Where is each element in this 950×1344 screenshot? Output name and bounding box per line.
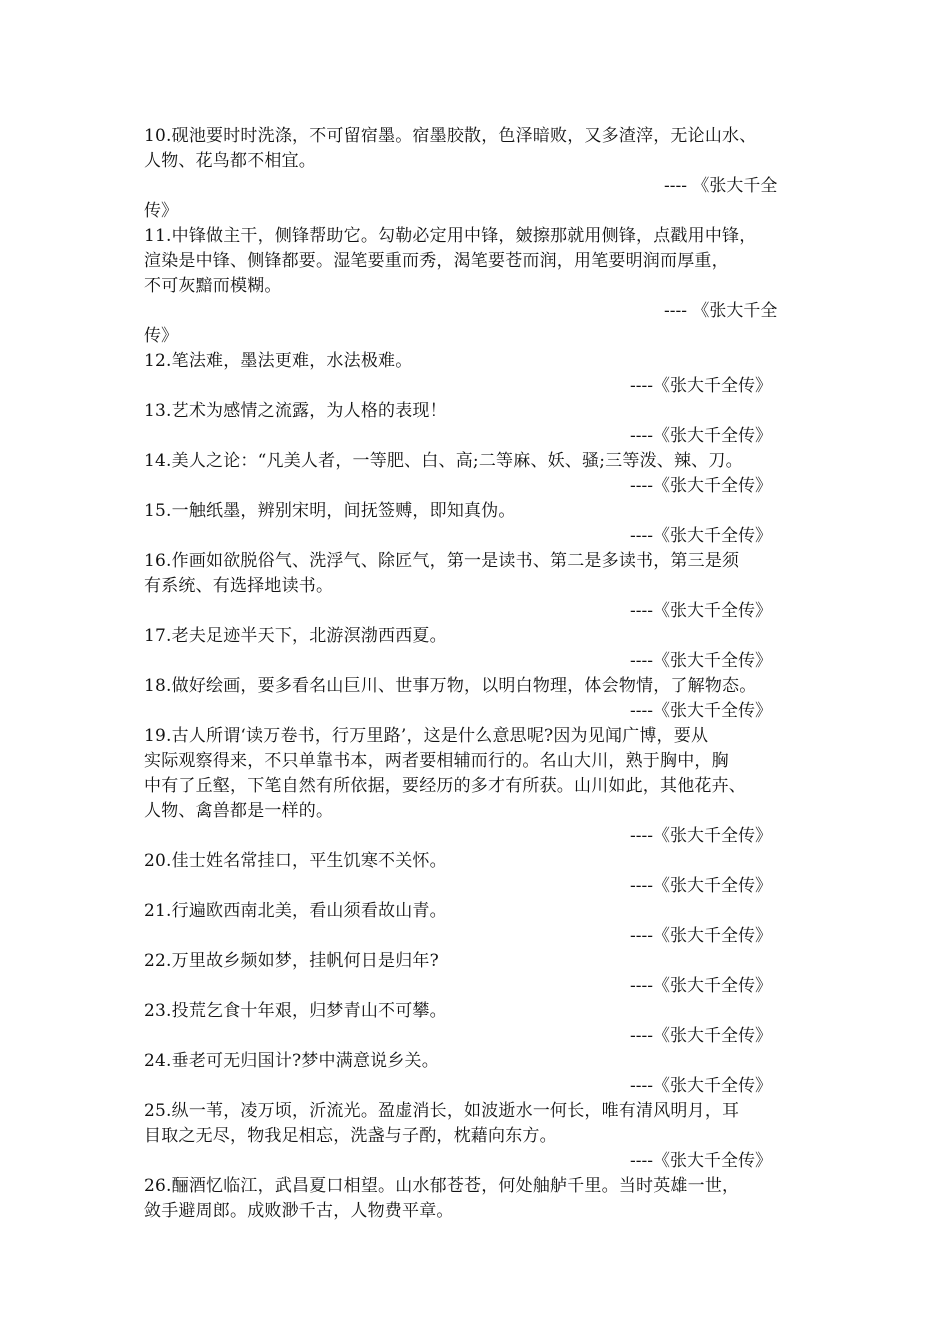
quote-entry-20 bbox=[144, 849, 824, 899]
quote-text: 22.万里故乡频如梦，挂帆何日是归年? bbox=[144, 951, 439, 971]
quote-source: ----《张大千全传》 bbox=[630, 876, 772, 896]
document-page bbox=[144, 124, 824, 1224]
quote-entry-23 bbox=[144, 999, 824, 1049]
quote-entry-19 bbox=[144, 724, 824, 849]
quote-text: 24.垂老可无归国计?梦中满意说乡关。 bbox=[144, 1051, 439, 1071]
quote-source: ----《张大千全传》 bbox=[630, 376, 772, 396]
quote-source: ---- 《张大千全 bbox=[664, 176, 778, 196]
quote-entry-16 bbox=[144, 549, 824, 624]
quote-text: 15.一触纸墨，辨别宋明，间抚签赙，即知真伪。 bbox=[144, 501, 516, 521]
quote-text: 17.老夫足迹半天下，北游溟渤西西夏。 bbox=[144, 626, 447, 646]
quote-text: 18.做好绘画，要多看名山巨川、世事万物，以明白物理，体会物情，了解物态。 bbox=[144, 676, 757, 696]
quote-source: ----《张大千全传》 bbox=[630, 826, 772, 846]
quote-entry-10 bbox=[144, 124, 824, 224]
quote-text: 21.行遍欧西南北美，看山须看故山青。 bbox=[144, 901, 447, 921]
quote-entry-11 bbox=[144, 224, 824, 349]
quote-entry-15 bbox=[144, 499, 824, 549]
quote-source: ----《张大千全传》 bbox=[630, 1151, 772, 1171]
quote-source: ----《张大千全传》 bbox=[630, 601, 772, 621]
quote-entry-22 bbox=[144, 949, 824, 999]
quote-text: 16.作画如欲脱俗气、洗浮气、除匠气，第一是读书、第二是多读书，第三是须 有系统、有选择地读书。 bbox=[144, 551, 740, 596]
quote-source: ----《张大千全传》 bbox=[630, 526, 772, 546]
quote-entry-14 bbox=[144, 449, 824, 499]
quote-source: ----《张大千全传》 bbox=[630, 426, 772, 446]
quote-source: ---- 《张大千全 bbox=[664, 301, 778, 321]
quote-source: ----《张大千全传》 bbox=[630, 651, 772, 671]
quote-entry-21 bbox=[144, 899, 824, 949]
quote-text: 14.美人之论：“凡美人者，一等肥、白、高;二等麻、妖、骚;三等泼、辣、刀。 bbox=[144, 451, 743, 471]
quote-source: ----《张大千全传》 bbox=[630, 1026, 772, 1046]
quote-text: 10.砚池要时时洗涤，不可留宿墨。宿墨胶散，色泽暗败，又多渣滓，无论山水、 人物、花鸟都不相宜。 bbox=[144, 126, 757, 171]
quote-text: 11.中锋做主干，侧锋帮助它。勾勒必定用中锋，皴擦那就用侧锋，点戳用中锋， 渲染是中锋、侧锋都要。湿笔要重而秀，渴笔要苍而润，用笔要明润而厚重， 不可灰黯而模糊。 bbox=[144, 226, 757, 296]
quote-entry-12 bbox=[144, 349, 824, 399]
quote-text: 23.投荒乞食十年艰，归梦青山不可攀。 bbox=[144, 1001, 447, 1021]
quote-source: ----《张大千全传》 bbox=[630, 1076, 772, 1096]
quote-entry-13 bbox=[144, 399, 824, 449]
quote-text: 25.纵一苇，凌万顷，沂流光。盈虚消长，如波逝水一何长，唯有清风明月，耳 目取之无尽，物我足相忘，洗盏与子酌，枕藉向东方。 bbox=[144, 1101, 740, 1146]
quote-text: 12.笔法难，墨法更难，水法极难。 bbox=[144, 351, 413, 371]
quote-text: 13.艺术为感情之流露，为人格的表现！ bbox=[144, 401, 447, 421]
quote-text: 20.佳士姓名常挂口，平生饥寒不关怀。 bbox=[144, 851, 447, 871]
quote-source: ----《张大千全传》 bbox=[630, 476, 772, 496]
quote-source: ----《张大千全传》 bbox=[630, 701, 772, 721]
quote-source: ----《张大千全传》 bbox=[630, 976, 772, 996]
quote-entry-26 bbox=[144, 1174, 824, 1224]
quote-text: 26.酾酒忆临江，武昌夏口相望。山水郁苍苍，何处舳舻千里。当时英雄一世， 敛手避周郎。成败渺千古，人物费平章。 bbox=[144, 1176, 740, 1221]
quote-entry-24 bbox=[144, 1049, 824, 1099]
quote-entry-25 bbox=[144, 1099, 824, 1174]
quote-text: 19.古人所谓‘读万卷书，行万里路’，这是什么意思呢?因为见闻广博，要从 实际观察得来，不只单靠书本，两者要相辅而行的。名山大川，熟于胸中，胸 中有了丘壑，下笔自然有所依据，要经历的多才有所获。山川如此，其他花卉、 人物、禽兽都是一样的。 bbox=[144, 726, 746, 821]
quote-source-continued: 传》 bbox=[144, 326, 178, 346]
quote-source-continued: 传》 bbox=[144, 201, 178, 221]
quote-source: ----《张大千全传》 bbox=[630, 926, 772, 946]
quote-entry-17 bbox=[144, 624, 824, 674]
quote-entry-18 bbox=[144, 674, 824, 724]
